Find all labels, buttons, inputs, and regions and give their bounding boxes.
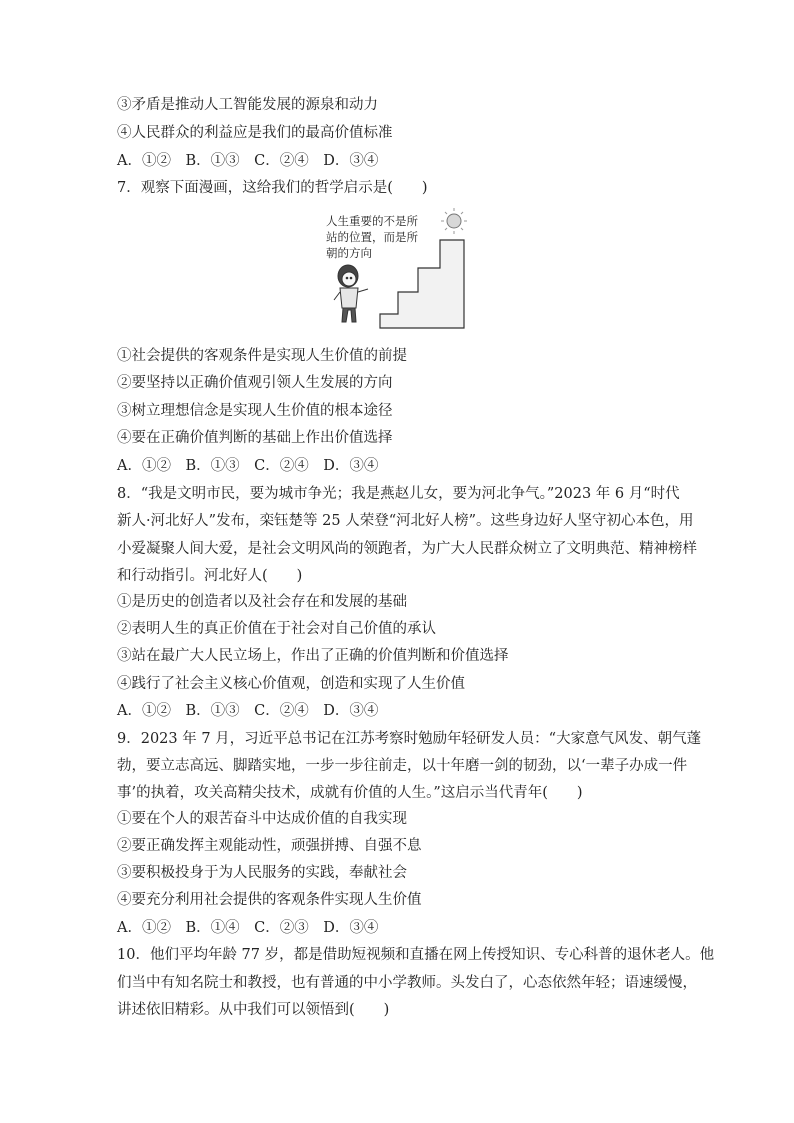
text-line: ③要积极投身于为人民服务的实践，奉献社会	[117, 865, 407, 881]
girl-figure	[334, 265, 368, 322]
text-line: 和行动指引。河北好人( )	[117, 568, 303, 584]
text-line: ④要充分利用社会提供的客观条件实现人生价值	[117, 892, 422, 908]
answer-options: A．①② B．①③ C．②④ D．③④	[117, 458, 379, 474]
caption-line: 朝的方向	[326, 246, 372, 260]
text-line: ④要在正确价值判断的基础上作出价值选择	[117, 430, 393, 446]
caption-line: 人生重要的不是所	[326, 214, 418, 228]
question-10: 10．他们平均年龄 77 岁，都是借助短视频和直播在网上传授知识、专心科普的退休老人。他	[117, 947, 715, 963]
question-8: 8．“我是文明市民，要为城市争光；我是燕赵儿女，要为河北争气。”2023 年 6 月“时代	[117, 486, 680, 502]
text-line: ④人民群众的利益应是我们的最高价值标准	[117, 125, 393, 141]
question-7: 7．观察下面漫画，这给我们的哲学启示是( )	[117, 180, 428, 196]
text-line: ①是历史的创造者以及社会存在和发展的基础	[117, 594, 407, 610]
text-line: ③站在最广大人民立场上，作出了正确的价值判断和价值选择	[117, 648, 509, 664]
answer-options: A．①② B．①④ C．②③ D．③④	[117, 920, 379, 936]
text-line: ②要正确发挥主观能动性，顽强拼搏、自强不息	[117, 838, 422, 854]
text-line: ③树立理想信念是实现人生价值的根本途径	[117, 403, 393, 419]
cartoon-caption	[326, 213, 436, 261]
text-line: 事’的执着，攻关高精尖技术，成就有价值的人生。”这启示当代青年( )	[117, 785, 583, 801]
text-line: ①要在个人的艰苦奋斗中达成价值的自我实现	[117, 811, 407, 827]
answer-options: A．①② B．①③ C．②④ D．③④	[117, 703, 379, 719]
text-line: ①社会提供的客观条件是实现人生价值的前提	[117, 348, 407, 364]
text-line: 勃，要立志高远、脚踏实地，一步一步往前走，以十年磨一剑的韧劲，以‘一辈子办成一件	[117, 758, 688, 774]
text-line: ③矛盾是推动人工智能发展的源泉和动力	[117, 97, 378, 113]
text-line: 讲述依旧精彩。从中我们可以领悟到( )	[117, 1002, 390, 1018]
question-9: 9．2023 年 7 月，习近平总书记在江苏考察时勉励年轻研发人员：“大家意气风发、朝气蓬	[117, 731, 702, 747]
answer-options: A．①② B．①③ C．②④ D．③④	[117, 153, 379, 169]
text-line: ②表明人生的真正价值在于社会对自己价值的承认	[117, 621, 436, 637]
sun-icon	[441, 208, 467, 234]
text-line: ②要坚持以正确价值观引领人生发展的方向	[117, 375, 393, 391]
text-line: 小爱凝聚人间大爱，是社会文明风尚的领跑者，为广大人民群众树立了文明典范、精神榜样	[117, 541, 697, 557]
text-line: 们当中有知名院士和教授，也有普通的中小学教师。头发白了，心态依然年轻；语速缓慢，	[117, 975, 697, 991]
text-line: 新人·河北好人”发布，栾钰楚等 25 人荣登“河北好人榜”。这些身边好人坚守初心本色，用	[117, 513, 694, 529]
caption-line: 站的位置，而是所	[326, 230, 418, 244]
text-line: ④践行了社会主义核心价值观，创造和实现了人生价值	[117, 676, 465, 692]
